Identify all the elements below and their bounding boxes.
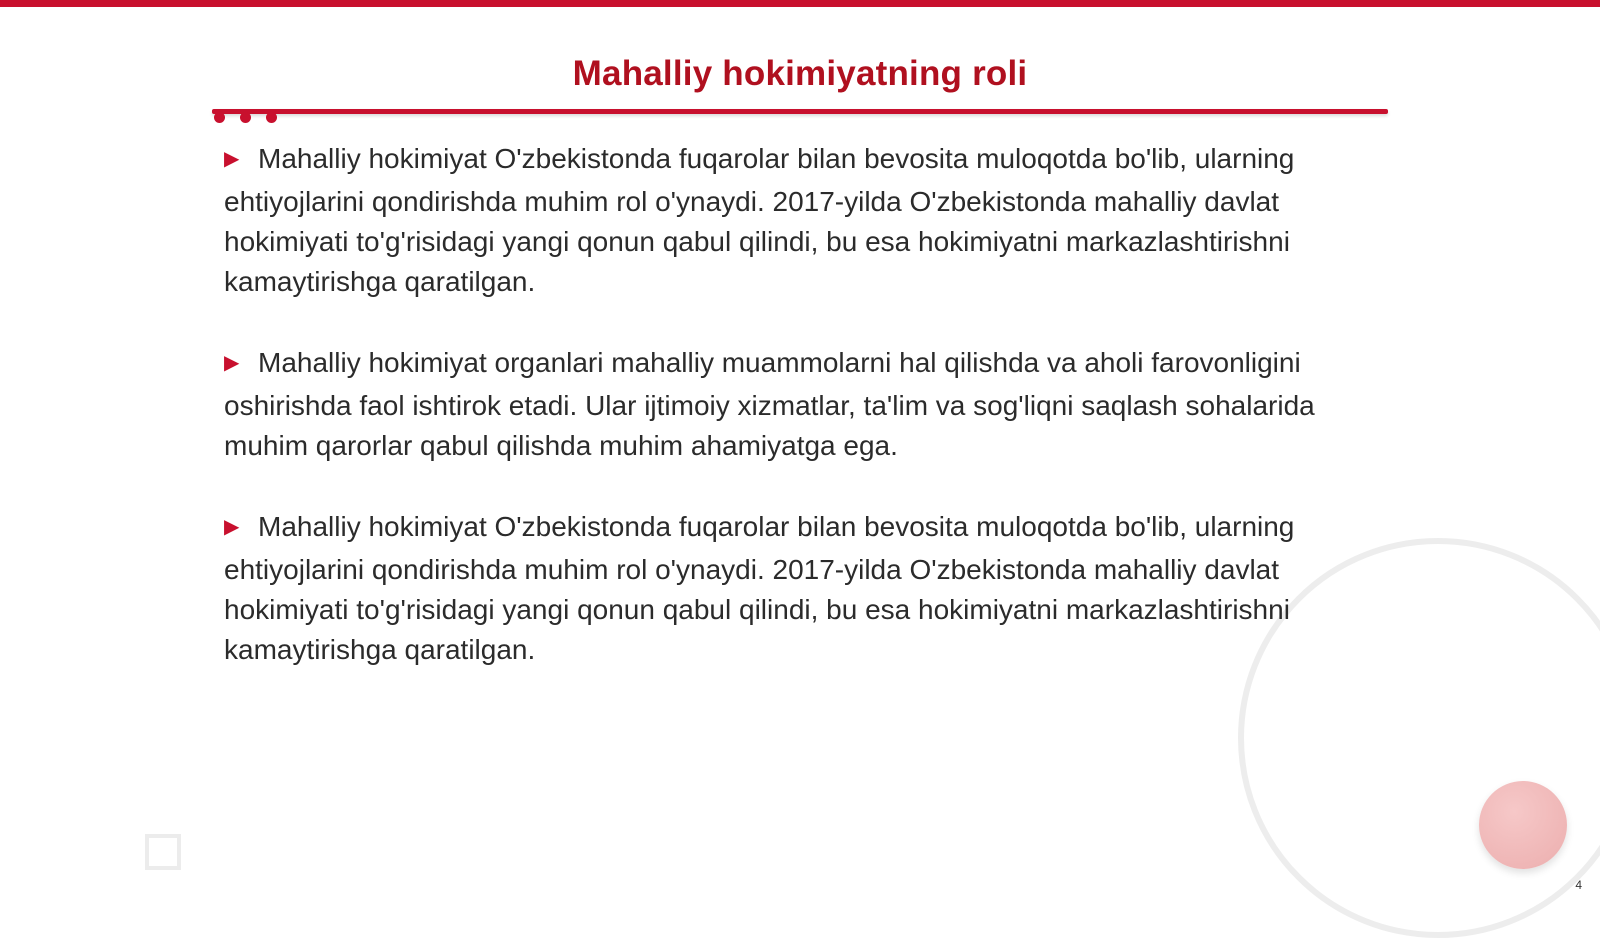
bullet-paragraph [224, 343, 1374, 466]
underline-dot [240, 112, 251, 123]
decorative-square [145, 834, 181, 870]
page-number: 4 [1575, 878, 1582, 892]
decorative-circle [1479, 781, 1567, 869]
bullet-text: Mahalliy hokimiyat O'zbekistonda fuqarolar bilan bevosita muloqotda bo'lib, ularning ehtiyojlarini qondirishda muhim rol o'ynaydi. 2017-yilda O'zbekistonda mahalliy davlat hokimiyati to'g'risidagi yangi qonun qabul qilindi, bu esa hokimiyatni markazlashtirishni kamaytirishga qaratilgan. [224, 143, 1295, 297]
bullet-text: Mahalliy hokimiyat O'zbekistonda fuqarolar bilan bevosita muloqotda bo'lib, ularning ehtiyojlarini qondirishda muhim rol o'ynaydi. 2017-yilda O'zbekistonda mahalliy davlat hokimiyati to'g'risidagi yangi qonun qabul qilindi, bu esa hokimiyatni markazlashtirishni kamaytirishga qaratilgan. [224, 511, 1295, 665]
title-underline [212, 109, 1388, 114]
bullet-paragraph [224, 139, 1374, 302]
bullet-paragraph [224, 507, 1374, 670]
bullet-text: Mahalliy hokimiyat organlari mahalliy muammolarni hal qilishda va aholi farovonligini oshirishda faol ishtirok etadi. Ular ijtimoiy xizmatlar, ta'lim va sog'liqni saqlash sohalarida muhim qarorlar qabul qilishda muhim ahamiyatga ega. [224, 347, 1315, 461]
slide-content [224, 139, 1374, 711]
underline-dot [266, 112, 277, 123]
top-accent-bar [0, 0, 1600, 7]
underline-dot [214, 112, 225, 123]
triangle-bullet-icon: ▶ [224, 516, 240, 538]
triangle-bullet-icon: ▶ [224, 352, 240, 374]
slide-title: Mahalliy hokimiyatning roli [572, 54, 1028, 93]
triangle-bullet-icon: ▶ [224, 148, 240, 170]
